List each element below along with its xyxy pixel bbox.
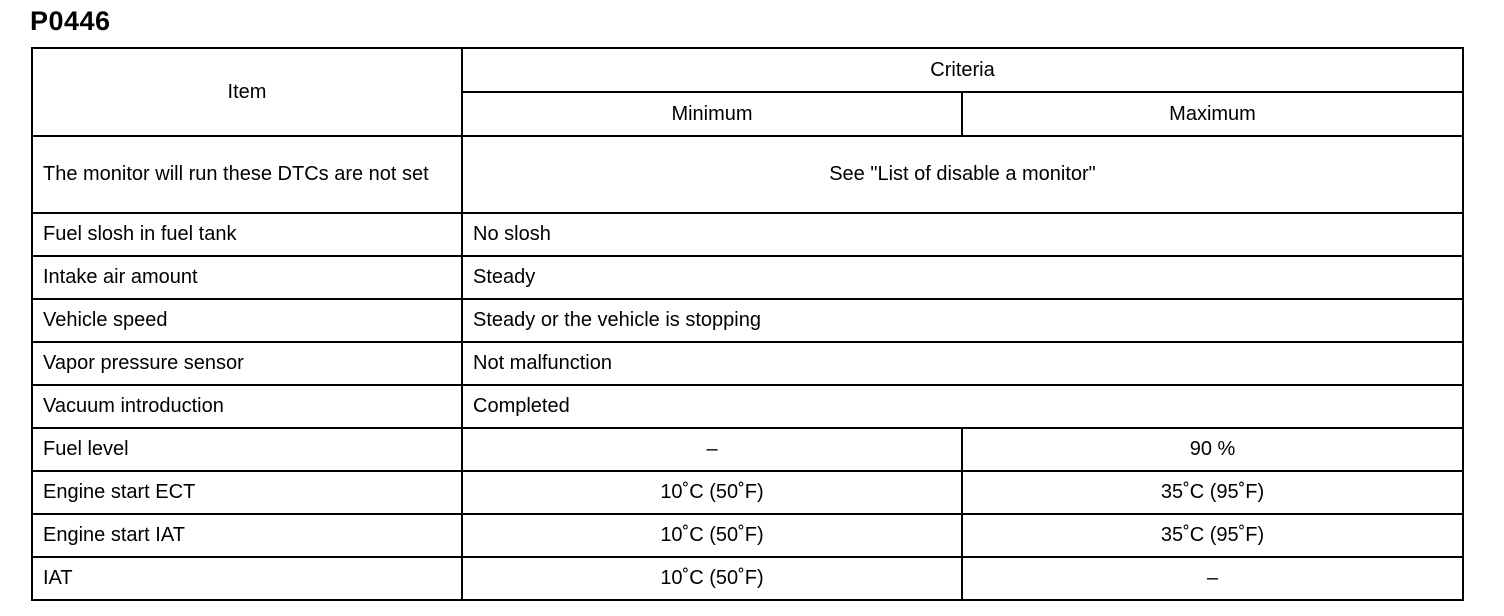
- row-min: 10˚C (50˚F): [462, 557, 962, 600]
- row-item: Vehicle speed: [32, 299, 462, 342]
- row-item: IAT: [32, 557, 462, 600]
- table-row: [32, 136, 1463, 213]
- row-value: Steady or the vehicle is stopping: [462, 299, 1463, 342]
- table-row: [32, 299, 1463, 342]
- row-item: The monitor will run these DTCs are not set: [32, 136, 462, 213]
- row-max: 35˚C (95˚F): [962, 514, 1463, 557]
- row-item: Vacuum introduction: [32, 385, 462, 428]
- row-item: Engine start IAT: [32, 514, 462, 557]
- row-item: Vapor pressure sensor: [32, 342, 462, 385]
- header-maximum: Maximum: [962, 92, 1463, 136]
- header-item: Item: [32, 48, 462, 136]
- header-criteria: Criteria: [462, 48, 1463, 92]
- table-row: [32, 342, 1463, 385]
- table-row: [32, 256, 1463, 299]
- row-value: Steady: [462, 256, 1463, 299]
- row-min: –: [462, 428, 962, 471]
- row-value: See "List of disable a monitor": [462, 136, 1463, 213]
- row-max: 35˚C (95˚F): [962, 471, 1463, 514]
- row-max: 90 %: [962, 428, 1463, 471]
- table-row: [32, 428, 1463, 471]
- criteria-table: [31, 47, 1464, 601]
- row-item: Fuel slosh in fuel tank: [32, 213, 462, 256]
- row-item: Intake air amount: [32, 256, 462, 299]
- row-max: –: [962, 557, 1463, 600]
- table-row: [32, 514, 1463, 557]
- row-item: Fuel level: [32, 428, 462, 471]
- row-min: 10˚C (50˚F): [462, 514, 962, 557]
- row-value: Not malfunction: [462, 342, 1463, 385]
- row-min: 10˚C (50˚F): [462, 471, 962, 514]
- table-row: [32, 213, 1463, 256]
- table-row: [32, 385, 1463, 428]
- row-value: No slosh: [462, 213, 1463, 256]
- table-row: [32, 557, 1463, 600]
- table-row: [32, 471, 1463, 514]
- header-minimum: Minimum: [462, 92, 962, 136]
- row-item: Engine start ECT: [32, 471, 462, 514]
- page-title: P0446: [30, 6, 111, 36]
- row-value: Completed: [462, 385, 1463, 428]
